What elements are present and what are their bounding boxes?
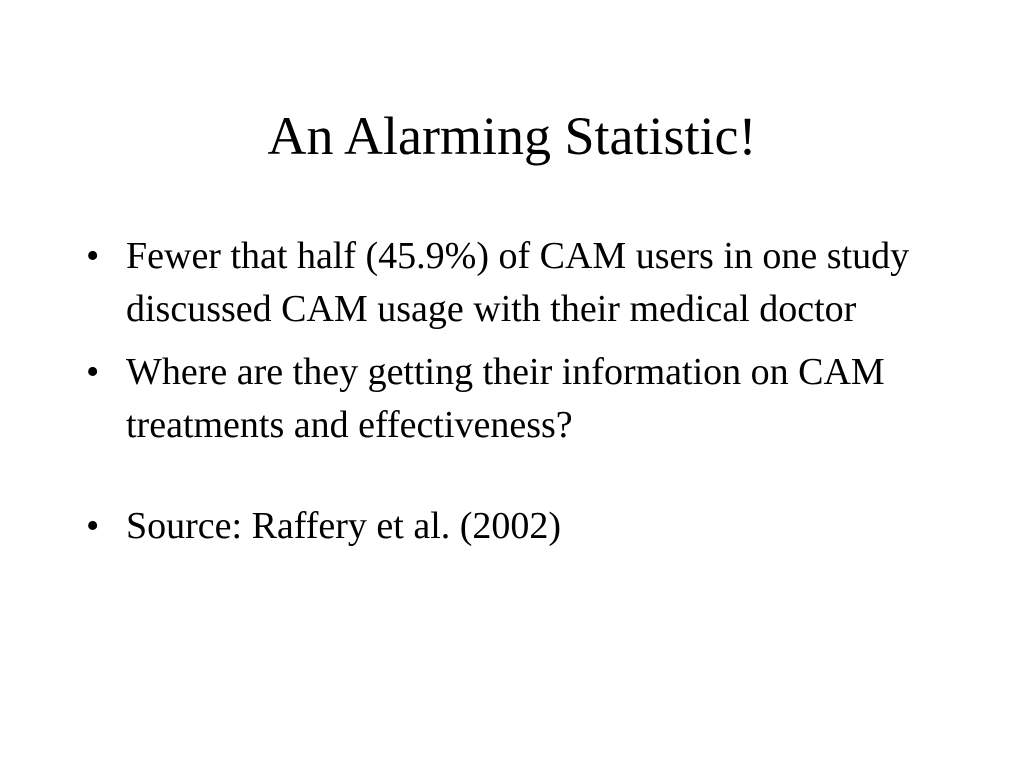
- slide-title: An Alarming Statistic!: [267, 106, 757, 166]
- bullet-text: Where are they getting their information on CAM treatments and effectiveness?: [126, 351, 885, 446]
- bullet-icon: •: [86, 505, 100, 547]
- bullet-text: Source: Raffery et al. (2002): [126, 505, 562, 547]
- bullet-list: [86, 230, 946, 563]
- bullet-item-statistic: [86, 230, 946, 336]
- bullet-icon: •: [86, 235, 100, 277]
- bullet-item-question: [86, 346, 946, 452]
- bullet-item-source: [86, 500, 946, 553]
- bullet-text: Fewer that half (45.9%) of CAM users in one study discussed CAM usage with their medical doctor: [126, 235, 910, 330]
- bullet-icon: •: [86, 351, 100, 393]
